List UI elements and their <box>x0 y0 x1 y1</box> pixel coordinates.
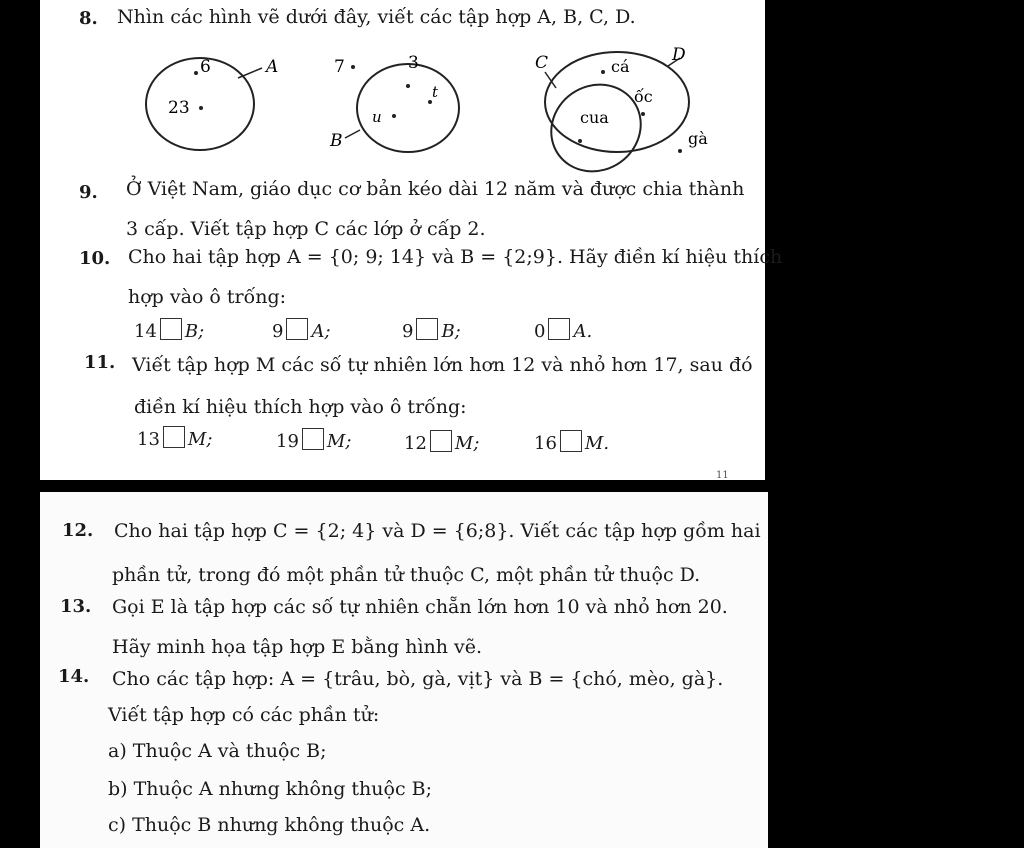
exercise-8-text: Nhìn các hình vẽ dưới đây, viết các tập hợp A, B, C, D. <box>117 6 636 28</box>
set-b-element-3: 3 <box>408 53 419 73</box>
answer-box[interactable] <box>548 318 570 340</box>
set-c-label: C <box>535 53 549 73</box>
exercise-14-line1: Cho các tập hợp: A = {trâu, bò, gà, vịt} và B = {chó, mèo, gà}. <box>112 668 724 690</box>
exercise-11-number: 11. <box>84 352 116 373</box>
set-d-element-oc: ốc <box>634 87 653 106</box>
exercise-10-item-1: 14 B; <box>134 318 204 342</box>
answer-box[interactable] <box>560 430 582 452</box>
answer-box[interactable] <box>302 428 324 450</box>
exercise-13-number: 13. <box>60 596 92 617</box>
exercise-13-line2: Hãy minh họa tập hợp E bằng hình vẽ. <box>112 636 483 658</box>
exercise-9-line2: 3 cấp. Viết tập hợp C các lớp ở cấp 2. <box>126 218 486 240</box>
exercise-10-item-4: 0 A. <box>534 318 592 342</box>
exercise-12-number: 12. <box>62 520 94 541</box>
exercise-10-line2: hợp vào ô trống: <box>128 286 287 308</box>
exercise-13-line1: Gọi E là tập hợp các số tự nhiên chẵn lớn hơn 10 và nhỏ hơn 20. <box>112 596 728 618</box>
exercise-12-line1: Cho hai tập hợp C = {2; 4} và D = {6;8}. Viết các tập hợp gồm hai <box>114 520 761 542</box>
set-b-element-t: t <box>432 83 439 101</box>
set-a-element-6: 6 <box>200 57 211 77</box>
exercise-14-part-c: c) Thuộc B nhưng không thuộc A. <box>108 814 431 836</box>
set-d-label: D <box>672 45 686 65</box>
exercise-11-line1: Viết tập hợp M các số tự nhiên lớn hơn 12 và nhỏ hơn 17, sau đó <box>132 354 753 376</box>
exercise-12-line2: phần tử, trong đó một phần tử thuộc C, một phần tử thuộc D. <box>112 564 701 586</box>
exercise-11-item-4: 16 M. <box>534 430 609 454</box>
exercise-10-line1: Cho hai tập hợp A = {0; 9; 14} và B = {2;9}. Hãy điền kí hiệu thích <box>128 246 783 268</box>
set-b-element-u: u <box>372 108 382 126</box>
set-c-element-cua: cua <box>580 108 609 127</box>
answer-box[interactable] <box>286 318 308 340</box>
exercise-14-line2: Viết tập hợp có các phần tử: <box>108 704 380 726</box>
exercise-11-item-1: 13 M; <box>137 426 212 450</box>
set-d-outside-ga: gà <box>688 129 708 148</box>
set-a-element-23: 23 <box>168 98 190 118</box>
answer-box[interactable] <box>163 426 185 448</box>
exercise-10-number: 10. <box>79 248 111 269</box>
exercise-11-item-2: 19 M; <box>276 428 351 452</box>
exercise-9-line1: Ở Việt Nam, giáo dục cơ bản kéo dài 12 năm và được chia thành <box>126 178 745 200</box>
exercise-11-line2: điền kí hiệu thích hợp vào ô trống: <box>134 396 467 418</box>
exercise-11-item-3: 12 M; <box>404 430 479 454</box>
exercise-14-part-a: a) Thuộc A và thuộc B; <box>108 740 327 762</box>
exercise-10-item-2: 9 A; <box>272 318 331 342</box>
set-b-outside-7: 7 <box>334 57 345 77</box>
exercise-10-item-3: 9 B; <box>402 318 461 342</box>
exercise-9-number: 9. <box>79 182 98 203</box>
exercise-8-number: 8. <box>79 8 98 29</box>
set-d-element-ca: cá <box>611 57 630 76</box>
answer-box[interactable] <box>416 318 438 340</box>
set-a-pointer <box>238 68 262 78</box>
venn-diagrams <box>140 40 740 180</box>
set-b-label: B <box>330 131 343 151</box>
exercise-14-number: 14. <box>58 666 90 687</box>
page-number: 11 <box>716 470 729 481</box>
set-a-label: A <box>266 57 279 77</box>
answer-box[interactable] <box>430 430 452 452</box>
exercise-14-part-b: b) Thuộc A nhưng không thuộc B; <box>108 778 433 800</box>
answer-box[interactable] <box>160 318 182 340</box>
